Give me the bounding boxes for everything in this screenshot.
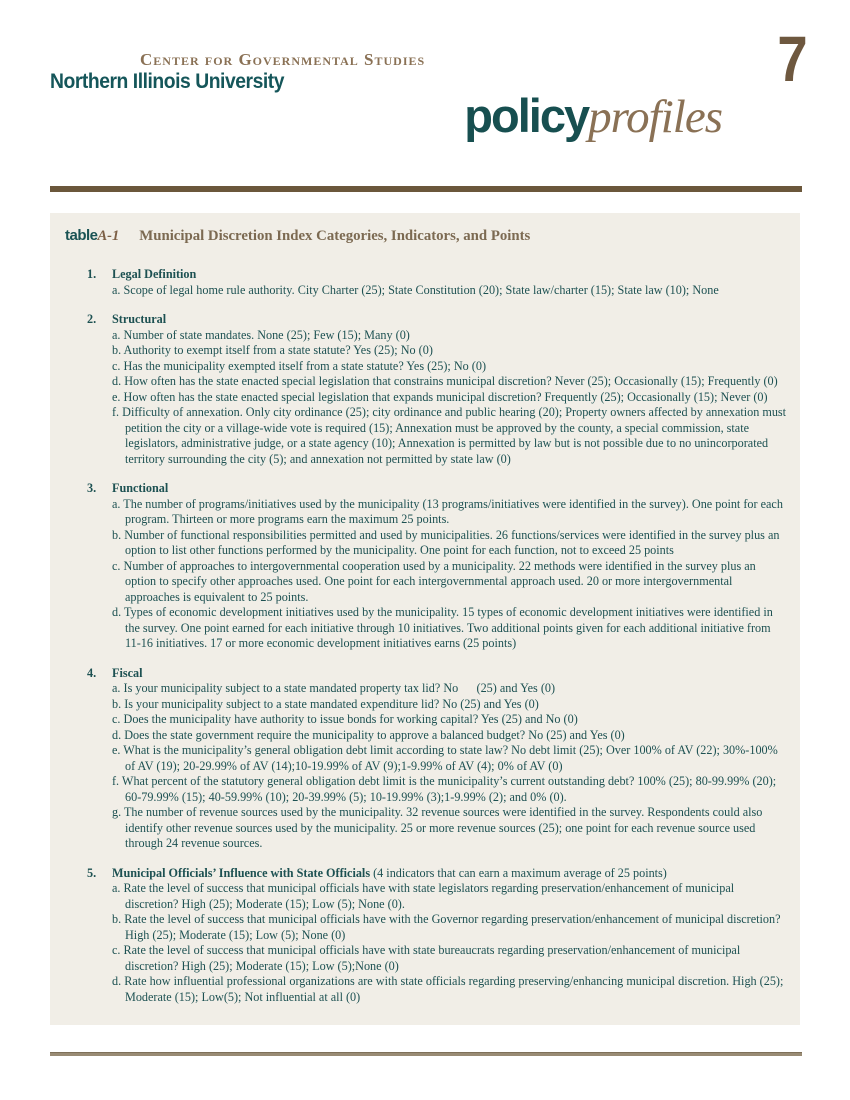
- index-indicator: [112, 712, 788, 728]
- index-indicator: [112, 528, 788, 559]
- section-number: 1.: [87, 267, 97, 281]
- header-divider-rule: [50, 186, 802, 192]
- index-indicator: [112, 390, 788, 406]
- indicator-letter: c.: [112, 943, 121, 957]
- indicator-text: Rate the level of success that municipal officials have with state legislators regarding preservation/enhancement of municipal discretion? High (25); Moderate (15); Low (5); None (0).: [120, 881, 735, 911]
- section-heading: [112, 666, 788, 682]
- index-section: [87, 866, 788, 1006]
- indicator-letter: a.: [112, 496, 121, 511]
- indicator-text: How often has the state enacted special legislation that constrains municipal discretion? Never (25); Occasionally (15); Frequently (0): [121, 374, 778, 388]
- section-heading: [112, 267, 788, 283]
- index-indicator: [112, 359, 788, 375]
- indicator-text: Types of economic development initiatives used by the municipality. 15 types of economic development initiatives were identified in the survey. One point earned for each initiative through 10 initiatives. Two additional points given for each additional initiative from 11-16 initiatives. 17 or more economic development initiatives earns (25 points): [121, 605, 773, 650]
- indicator-text: How often has the state enacted special legislation that expands municipal discretion? Frequently (25); Occasionally (15); Never (0): [120, 389, 768, 404]
- indicator-text: The number of revenue sources used by the municipality. 32 revenue sources were identified in the survey. Respondents could also identify other revenue sources used by the municipality. 25 or more revenue sources (25); one point for each revenue source used through 24 revenue sources.: [121, 805, 763, 850]
- indicator-text: Rate the level of success that municipal officials have with state bureaucrats regarding preservation/enhancement of municipal discretion? High (25); Moderate (15); Low (5);None (0): [120, 943, 741, 973]
- section-heading-text: Fiscal: [112, 665, 143, 680]
- indicator-letter: b.: [112, 696, 122, 711]
- index-indicator: [112, 881, 788, 912]
- section-heading-text: Structural: [112, 312, 167, 326]
- indicator-letter: f.: [112, 405, 120, 419]
- indicator-text: Number of state mandates. None (25); Few (15); Many (0): [120, 327, 410, 342]
- indicator-text: Number of approaches to intergovernmental cooperation used by a municipality. 22 methods were identified in the survey plus an option to specify other approaches used. One point for each intergovernmental approach used. 20 or more intergovernmental approaches is equivalent to 25 points.: [120, 558, 756, 604]
- indicator-text: Scope of legal home rule authority. City Charter (25); State Constitution (20); State law/charter (15); State law (10); None: [120, 282, 719, 297]
- index-indicator: [112, 328, 788, 344]
- logo-word-policy: policy: [464, 89, 589, 142]
- section-number: 2.: [87, 312, 97, 326]
- section-heading: [112, 481, 788, 497]
- index-indicator: [112, 697, 788, 713]
- indicator-letter: d.: [112, 605, 122, 619]
- index-indicator: [112, 559, 788, 606]
- index-section: [87, 267, 788, 298]
- logo-word-profiles: profiles: [588, 91, 722, 143]
- section-number: 3.: [87, 481, 97, 495]
- indicator-letter: c.: [112, 712, 121, 726]
- index-section: [87, 312, 788, 467]
- table-title: Municipal Discretion Index Categories, Indicators, and Points: [139, 228, 531, 244]
- indicator-letter: f.: [112, 774, 120, 788]
- index-indicator: [112, 943, 788, 974]
- indicator-letter: d.: [112, 374, 122, 388]
- indicator-text: Number of functional responsibilities permitted and used by municipalities. 26 functions/services were identified in the survey plus an option to list other functions performed by the municipality. One point for each function, not to exceed 25 points: [121, 527, 780, 557]
- section-heading: [112, 866, 788, 882]
- footer-divider-rule: [50, 1052, 802, 1056]
- indicator-letter: a.: [112, 327, 121, 342]
- section-number: 5.: [87, 865, 97, 880]
- indicator-letter: c.: [112, 558, 121, 573]
- policy-profiles-logo: [464, 88, 722, 144]
- table-label-word: table: [65, 227, 98, 244]
- index-indicator: [112, 374, 788, 390]
- section-heading-suffix: (4 indicators that can earn a maximum average of 25 points): [370, 865, 667, 880]
- indicator-letter: g.: [112, 805, 122, 819]
- index-indicator: [112, 343, 788, 359]
- index-indicator: [112, 605, 788, 652]
- index-sections: [65, 267, 788, 1005]
- section-heading: [112, 312, 788, 328]
- index-indicator: [112, 283, 788, 299]
- indicator-text: Does the state government require the municipality to approve a balanced budget? No (25) and Yes (0): [121, 727, 625, 742]
- index-indicator: [112, 805, 788, 852]
- indicator-text: Is your municipality subject to a state mandated expenditure lid? No (25) and Yes (0): [121, 696, 539, 711]
- index-indicator: [112, 497, 788, 528]
- indicator-text: Has the municipality exempted itself from a state statute? Yes (25); No (0): [120, 358, 487, 373]
- indicator-letter: e.: [112, 389, 121, 404]
- org-name: Center for Governmental Studies: [140, 50, 426, 69]
- index-indicator: [112, 405, 788, 467]
- indicator-text: Rate the level of success that municipal officials have with the Governor regarding preservation/enhancement of municipal discretion? High (25); Moderate (15); Low (5); None (0): [121, 912, 781, 942]
- index-indicator: [112, 728, 788, 744]
- indicator-text: What percent of the statutory general obligation debt limit is the municipality’s current outstanding debt? 100% (25); 80-99.99% (20); 60-79.99% (15); 40-59.99% (10); 20-39.99% (5); 10-19.99% (3);1-9.99% (2); and 0% (0).: [119, 774, 777, 804]
- index-indicator: [112, 974, 788, 1005]
- indicator-letter: d.: [112, 727, 122, 742]
- indicator-letter: b.: [112, 912, 122, 926]
- indicator-text: Does the municipality have authority to issue bonds for working capital? Yes (25) and No (0): [120, 712, 578, 726]
- indicator-text: The number of programs/initiatives used by the municipality (13 programs/initiatives were identified in the survey). One point for each program. Thirteen or more programs earn the maximum 25 points.: [120, 496, 783, 526]
- index-indicator: [112, 681, 788, 697]
- table-title-row: [65, 227, 788, 245]
- page-number: 7: [777, 23, 808, 95]
- index-indicator: [112, 912, 788, 943]
- indicator-letter: a.: [112, 282, 121, 297]
- index-indicator: [112, 743, 788, 774]
- indicator-letter: a.: [112, 681, 121, 695]
- indicator-text: Rate how influential professional organizations are with state officials regarding preserving/enhancing municipal discretion. High (25); Moderate (15); Low(5); Not influential at all (0): [121, 974, 784, 1004]
- section-heading-text: Functional: [112, 481, 169, 495]
- table-label-id: A-1: [97, 228, 120, 244]
- indicator-letter: b.: [112, 343, 122, 357]
- indicator-letter: a.: [112, 881, 121, 895]
- indicator-letter: c.: [112, 358, 121, 373]
- section-number: 4.: [87, 665, 97, 680]
- indicator-letter: e.: [112, 743, 121, 757]
- indicator-text: Is your municipality subject to a state mandated property tax lid? No (25) and Yes (0): [120, 681, 556, 695]
- index-section: [87, 481, 788, 652]
- section-heading-text: Legal Definition: [112, 267, 197, 281]
- section-heading-text: Municipal Officials’ Influence with State Officials: [112, 865, 371, 880]
- index-indicator: [112, 774, 788, 805]
- indicator-letter: d.: [112, 974, 122, 988]
- indicator-text: What is the municipality’s general obligation debt limit according to state law? No debt limit (25); Over 100% of AV (22); 30%-100% of AV (19); 20-29.99% of AV (14);10-19.99% of AV (9);1-9.99% of AV (4); 0% of AV (0): [120, 743, 778, 773]
- indicator-text: Authority to exempt itself from a state statute? Yes (25); No (0): [121, 343, 433, 357]
- table-a1-box: [50, 213, 800, 1025]
- university-name: Northern Illinois University: [50, 70, 285, 93]
- indicator-letter: b.: [112, 527, 122, 542]
- indicator-text: Difficulty of annexation. Only city ordinance (25); city ordinance and public hearing (20); Property owners affected by annexation must petition the city or a village-wide vote is required (15); Annexation must be approved by the county, a special commission, state legislators, administrative judge, or a state agency (10); Annexation is permitted by law but is not possible due to no unincorporated territory surrounding the city (5); and annexation not permitted by state law (0): [119, 405, 787, 466]
- index-section: [87, 666, 788, 852]
